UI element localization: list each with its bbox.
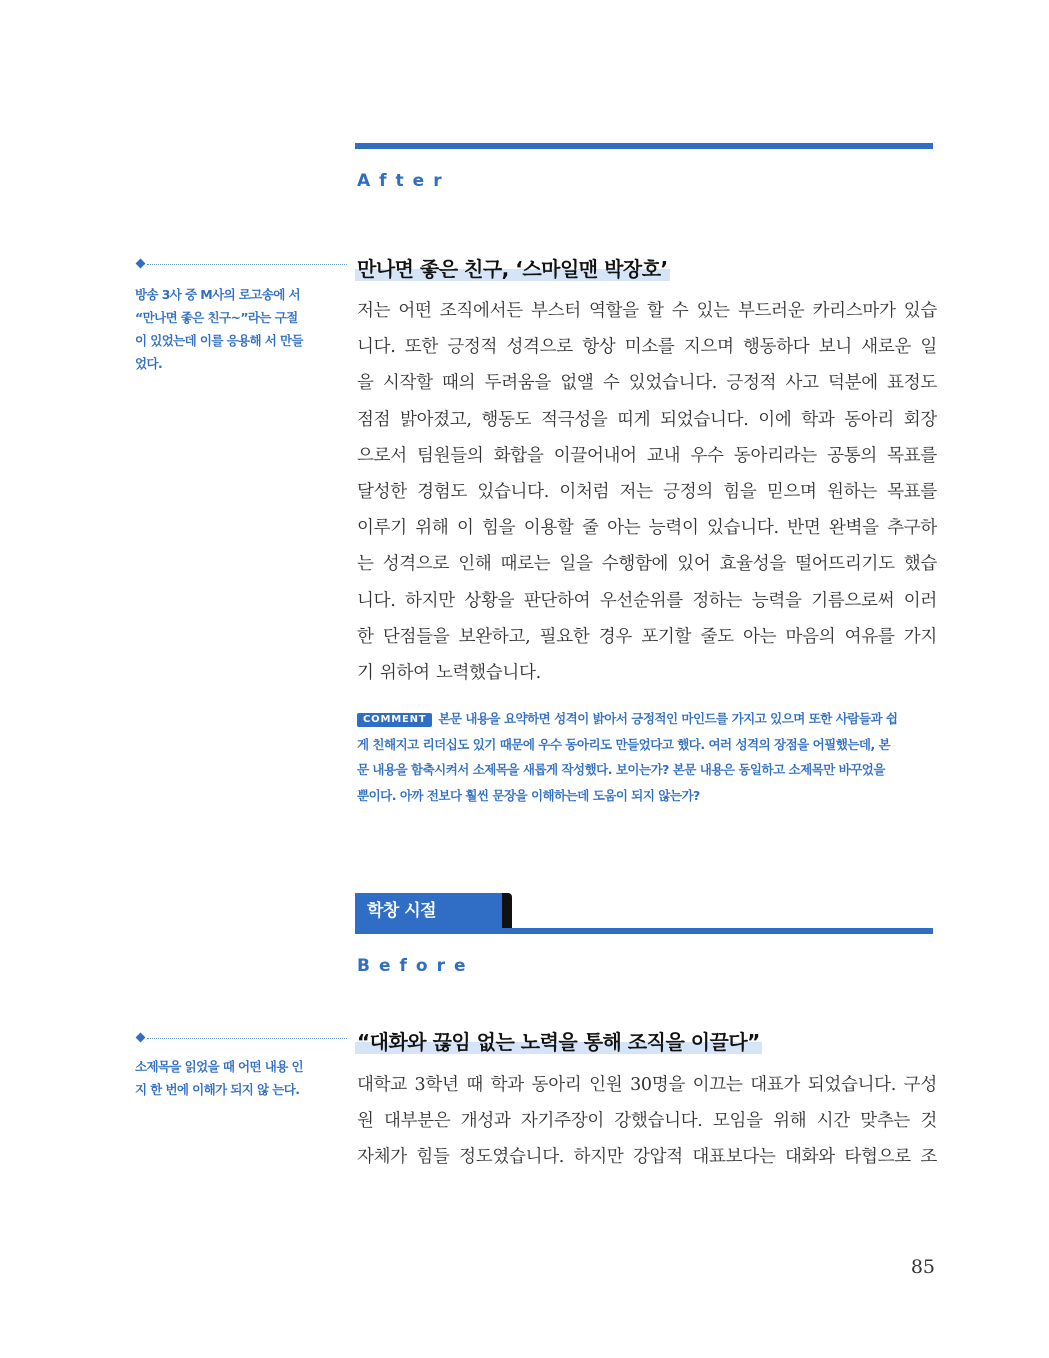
- before-side-note: 소제목을 읽었을 때 어떤 내용 인지 한 번에 이해가 되지 않 는다.: [135, 1059, 303, 1097]
- body-line: 한 단점들을 보완하고, 필요한 경우 포기할 줄도 아는 마음의 여유를 가지: [357, 626, 937, 647]
- after-label: After: [357, 171, 451, 191]
- page-number: 85: [910, 1256, 935, 1278]
- comment-box: [357, 706, 937, 808]
- side-note-marker: [137, 1033, 347, 1043]
- comment-line: 뿐이다. 아까 전보다 훨씬 문장을 이해하는데 도움이 되지 않는가?: [357, 787, 700, 803]
- body-line: 기 위하여 노력했습니다.: [357, 662, 541, 683]
- dotted-leader-line: [147, 1038, 347, 1039]
- after-side-note: 방송 3사 중 M사의 로고송에 서 “만나면 좋은 친구~”라는 구절이 있었는데 이를 응용해 서 만들었다.: [135, 287, 303, 371]
- before-subtitle: [355, 1026, 762, 1055]
- comment-line: [357, 706, 937, 732]
- body-line: 원 대부분은 개성과 자기주장이 강했습니다. 모임을 위해 시간 맞추는 것: [357, 1111, 937, 1132]
- body-line: 니다. 또한 긍정적 성격으로 항상 미소를 지으며 행동하다 보니 새로운 일: [357, 337, 937, 358]
- body-line: 으로서 팀원들의 화합을 이끌어내어 교내 우수 동아리라는 공통의 목표를: [357, 445, 937, 466]
- section-heading-tab-edge: [502, 893, 512, 928]
- body-line: 자체가 힘들 정도였습니다. 하지만 강압적 대표보다는 대화와 타협으로 조: [357, 1147, 937, 1168]
- body-line: 대학교 3학년 때 학과 동아리 인원 30명을 이끄는 대표가 되었습니다. 구성: [357, 1075, 937, 1095]
- body-line: 니다. 하지만 상황을 판단하여 우선순위를 정하는 능력을 기름으로써 이러: [357, 590, 937, 611]
- body-line: 점점 밝아졌고, 행동도 적극성을 띠게 되었습니다. 이에 학과 동아리 회장: [357, 409, 937, 430]
- comment-badge: COMMENT: [357, 713, 432, 727]
- comment-text: [357, 706, 937, 808]
- body-line: 는 성격으로 인해 때로는 일을 수행함에 있어 효율성을 떨어뜨리기도 했습: [357, 554, 937, 575]
- section-divider-rule: [355, 928, 933, 934]
- body-line: 달성한 경험도 있습니다. 이처럼 저는 긍정의 힘을 믿으며 원하는 목표를: [357, 481, 937, 502]
- comment-line-text: 본문 내용을 요약하면 성격이 밝아서 긍정적인 마인드를 가지고 있으며 또한 사람들과 쉽: [438, 711, 898, 726]
- comment-line: 게 친해지고 리더십도 있기 때문에 우수 동아리도 만들었다고 했다. 여러 성격의 장점을 어필했는데, 본: [357, 736, 891, 752]
- before-body-text: [357, 1067, 937, 1176]
- section-heading-tab: 학창 시절: [355, 893, 505, 928]
- after-subtitle: [355, 253, 670, 282]
- body-line: 이루기 위해 이 힘을 이용할 줄 아는 능력이 있습니다. 반면 완벽을 추구하: [357, 518, 937, 539]
- side-note-marker: [137, 259, 347, 269]
- comment-line: 문 내용을 함축시켜서 소제목을 새롭게 작성했다. 보이는가? 본문 내용은 동일하고 소제목만 바꾸었을: [357, 762, 885, 777]
- body-line: 저는 어떤 조직에서든 부스터 역할을 할 수 있는 부드러운 카리스마가 있습: [357, 301, 937, 321]
- body-line: 을 시작할 때의 두려움을 없앨 수 있었습니다. 긍정적 사고 덕분에 표정도: [357, 373, 937, 394]
- diamond-bullet-icon: [136, 259, 146, 269]
- before-subtitle-text: “대화와 끊임 없는 노력을 통해 조직을 이끌다”: [357, 1030, 760, 1054]
- diamond-bullet-icon: [136, 1033, 146, 1043]
- top-divider-rule: [355, 143, 933, 149]
- after-body-text: [357, 293, 937, 691]
- dotted-leader-line: [147, 264, 347, 265]
- after-subtitle-text: 만나면 좋은 친구, ‘스마일맨 박장호’: [357, 257, 668, 281]
- before-label: Before: [357, 956, 475, 976]
